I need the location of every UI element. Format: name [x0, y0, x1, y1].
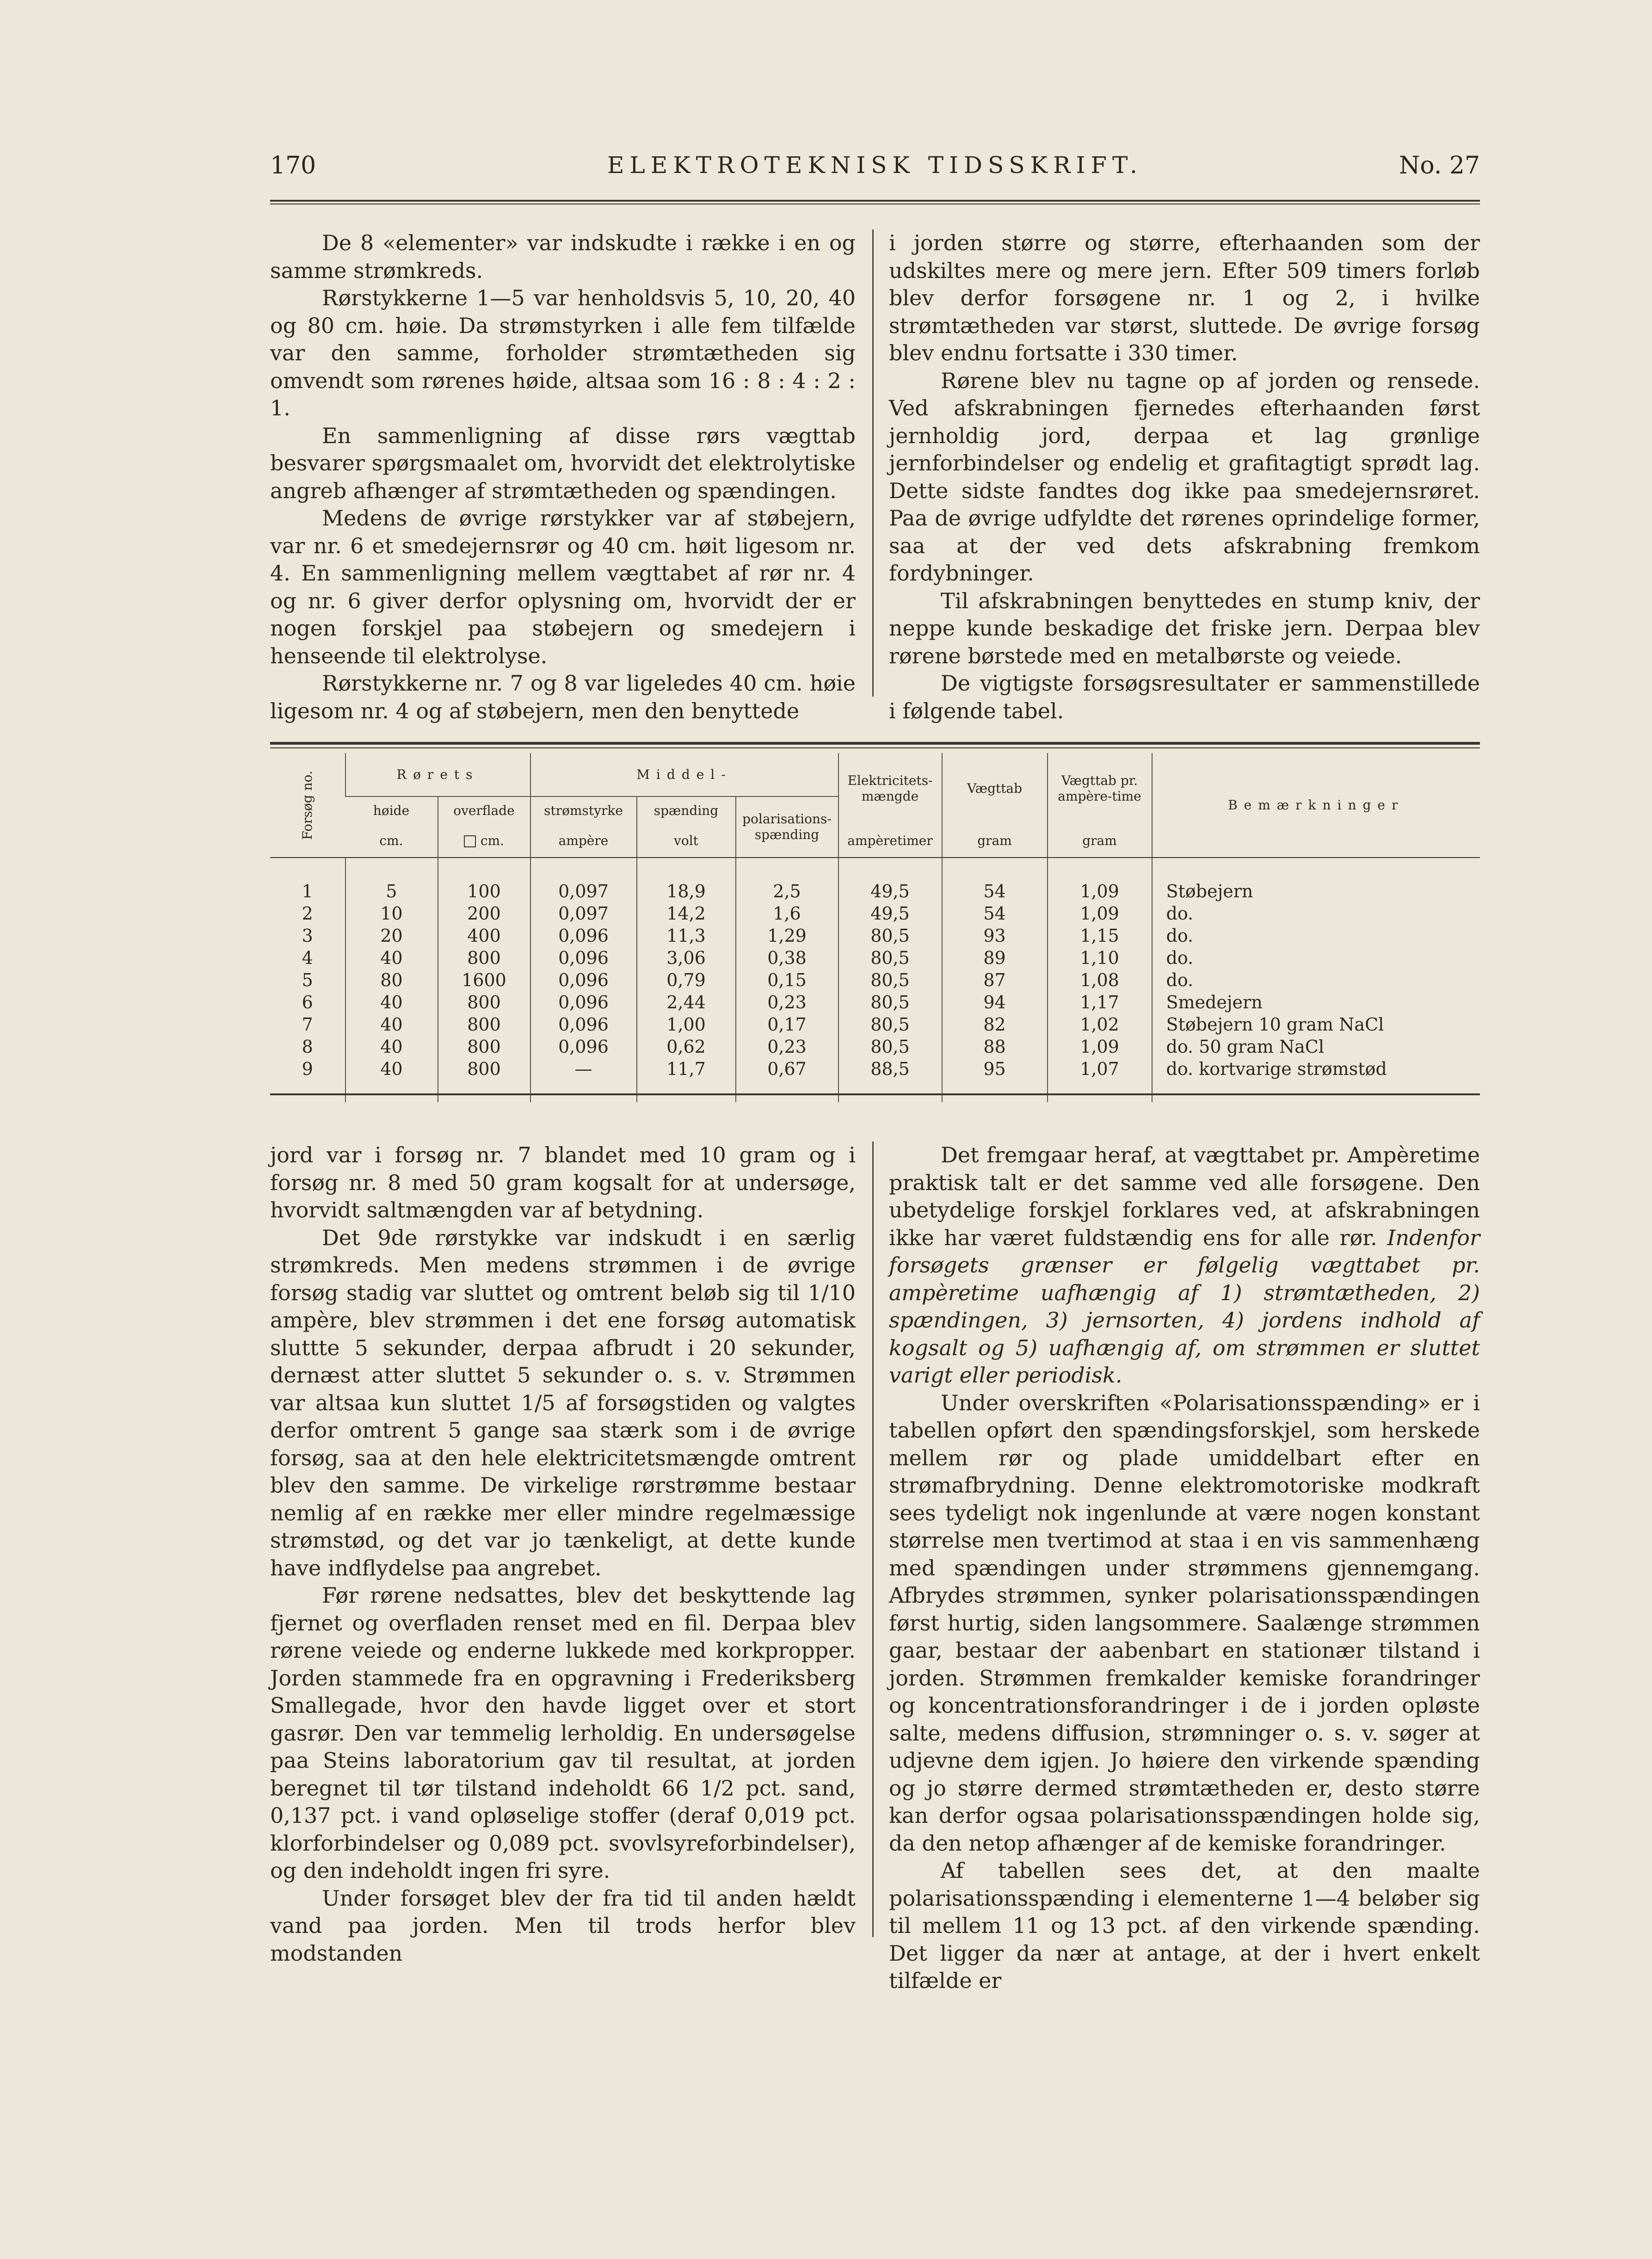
- paragraph: i jorden større og større, efterhaanden som der udskiltes mere og mere jern. Efter 509 timers forløb blev derfor forsøgene nr. 1 og 2, i hvilke strømtætheden var størst, sluttede. De øvrige forsøg blev endnu fortsatte i 330 timer.: [889, 230, 1480, 365]
- paragraph: Medens de øvrige rørstykker var af støbejern, var nr. 6 et smedejernsrør og 40 cm. høit ligesom nr. 4. En sammenligning mellem vægttabet af rør nr. 4 og nr. 6 giver derfor oplysning om, hvorvidt der er nogen forskjel paa støbejern og smedejern i henseende til elektrolyse.: [270, 506, 856, 668]
- remark-cell: Støbejern: [1152, 880, 1480, 902]
- header-stromstyrke: strømstyrke: [530, 796, 637, 824]
- table-cell: 0,097: [530, 880, 637, 902]
- table-cell: 95: [942, 1058, 1048, 1080]
- header-overflade: overflade: [438, 796, 530, 824]
- table-cell: 5: [345, 880, 438, 902]
- results-table: [270, 753, 1480, 1102]
- table-cell: 1,17: [1048, 991, 1152, 1013]
- page-header: [270, 152, 1480, 189]
- table-cell: 0,096: [530, 1036, 637, 1058]
- header-rule: [270, 200, 1480, 202]
- table-cell: 0,096: [530, 969, 637, 991]
- table-cell: 1,02: [1048, 1013, 1152, 1036]
- header-rorets: Rørets: [345, 753, 530, 796]
- table-bottom-rule: [270, 1093, 1480, 1095]
- header-middel: Middel-: [530, 753, 838, 796]
- table-cell: 40: [345, 1013, 438, 1036]
- table-row: [270, 925, 1480, 947]
- table-cell: 800: [438, 1036, 530, 1058]
- table-cell: 80,5: [838, 991, 942, 1013]
- table-cell: 7: [302, 1014, 313, 1035]
- table-cell: 14,2: [637, 902, 736, 925]
- table-cell: 88: [942, 1036, 1048, 1058]
- table-cell: 80,5: [838, 947, 942, 969]
- table-cell: 80,5: [838, 925, 942, 947]
- table-cell: 0,096: [530, 947, 637, 969]
- paragraph: Før rørene nedsattes, blev det beskyttende lag fjernet og overfladen renset med en fil. Derpaa blev rørene veiede og enderne lukkede med korkpropper. Jorden stammede fra en opgravning i Frederiksberg Smallegade, hvor den havde ligget over et stort gasrør. Den var temmelig lerholdig. En undersøgelse paa Steins laboratorium gav til resultat, at jorden beregnet til tør tilstand indeholdt 66 1/2 pct. sand, 0,137 pct. i vand opløselige stoffer (deraf 0,019 pct. klorforbindelser og 0,089 pct. svovlsyreforbindelser), og den indeholdt ingen fri syre.: [270, 1583, 856, 1883]
- table-cell: 800: [438, 1013, 530, 1036]
- table-top-rule: [270, 742, 1480, 745]
- top-left-column: [270, 229, 856, 725]
- table-cell: 3,06: [637, 947, 736, 969]
- header-vaegttab: Vægttab: [942, 753, 1048, 824]
- remark-cell: do. 50 gram NaCl: [1152, 1036, 1480, 1058]
- table-cell: 0,096: [530, 991, 637, 1013]
- paragraph: Under overskriften «Polarisationsspænding» er i tabellen opført den spændingsforskjel, som herskede mellem rør og plade umiddelbart efter en strømafbrydning. Denne elektromotoriske modkraft sees tydeligt nok ingenlunde at være nogen konstant størrelse men tvertimod at staa i en vis sammenhæng med spændingen under strømmens gjennemgang. Afbrydes strømmen, synker polarisationsspændingen først hurtig, siden langsommere. Saalænge strømmen gaar, bestaar der aabenbart en stationær tilstand i jorden. Strømmen fremkalder kemiske forandringer og koncentrationsforandringer i de i jorden opløste salte, medens diffusion, strømninger o. s. v. søger at udjevne dem igjen. Jo høiere den virkende spænding og jo større dermed strømtætheden er, desto større kan derfor ogsaa polarisationsspændingen holde sig, da den netop afhænger af de kemiske forandringer.: [889, 1390, 1480, 1856]
- table-cell: 40: [345, 1036, 438, 1058]
- table-cell: 200: [438, 902, 530, 925]
- table-row: [270, 969, 1480, 991]
- paragraph: Rørstykkerne nr. 7 og 8 var ligeledes 40 cm. høie ligesom nr. 4 og af støbejern, men den benyttede: [270, 671, 856, 723]
- remark-cell: Støbejern 10 gram NaCl: [1152, 1013, 1480, 1036]
- table-cell: 0,38: [736, 947, 838, 969]
- table-cell: 20: [345, 925, 438, 947]
- table-cell: 82: [942, 1013, 1048, 1036]
- table-cell: 49,5: [838, 902, 942, 925]
- table-cell: 11,3: [637, 925, 736, 947]
- table-cell: 11,7: [637, 1058, 736, 1080]
- header-elektricitet: Elektricitets-mængde: [838, 753, 942, 824]
- table-cell: 0,096: [530, 1013, 637, 1036]
- table-cell: 54: [942, 902, 1048, 925]
- paragraph: Af tabellen sees det, at den maalte polarisationsspænding i elementerne 1—4 beløber sig til mellem 11 og 13 pct. af den virkende spænding. Det ligger da nær at antage, at der i hvert enkelt tilfælde er: [889, 1858, 1480, 1993]
- table-row: [270, 902, 1480, 925]
- table-cell: —: [530, 1058, 637, 1080]
- table-cell: 2: [302, 903, 313, 924]
- table-cell: 10: [345, 902, 438, 925]
- table-cell: 1,00: [637, 1013, 736, 1036]
- remark-cell: do. kortvarige strømstød: [1152, 1058, 1480, 1080]
- table-cell: 1: [302, 881, 313, 901]
- header-forsog: Forsøg no.: [270, 753, 345, 858]
- table-cell: 1,09: [1048, 880, 1152, 902]
- issue-number: No. 27: [1399, 152, 1480, 179]
- table-cell: 800: [438, 947, 530, 969]
- table-cell: 2,5: [736, 880, 838, 902]
- table-cell: 5: [302, 969, 313, 990]
- table-row: [270, 1036, 1480, 1058]
- table-cell: 6: [302, 992, 313, 1012]
- table-cell: 0,096: [530, 925, 637, 947]
- column-divider: [872, 229, 874, 697]
- table-cell: 800: [438, 1058, 530, 1080]
- table-cell: 1600: [438, 969, 530, 991]
- top-right-column: [889, 229, 1480, 725]
- table-row: [270, 991, 1480, 1013]
- bottom-left-column: [270, 1142, 856, 1967]
- unit-sqcm: cm.: [438, 824, 530, 858]
- unit-volt: volt: [637, 824, 736, 858]
- table-cell: 0,62: [637, 1036, 736, 1058]
- journal-title: ELEKTROTEKNISK TIDSSKRIFT.: [607, 152, 1143, 179]
- paragraph: Rørene blev nu tagne op af jorden og rensede. Ved afskrabningen fjernedes efterhaanden først jernholdig jord, derpaa et lag grønlige jernforbindelser og endelig et grafitagtigt sprødt lag. Dette sidste fandtes dog ikke paa smedejernsrøret. Paa de øvrige udfyldte det rørenes oprindelige former, saa at der ved dets afskrabning fremkom fordybninger.: [889, 368, 1480, 586]
- paragraph: De 8 «elementer» var indskudte i række i en og samme strømkreds.: [270, 230, 856, 283]
- table-cell: 1,29: [736, 925, 838, 947]
- unit-gram: gram: [1048, 824, 1152, 858]
- table-cell: 1,09: [1048, 902, 1152, 925]
- table-row: [270, 880, 1480, 902]
- table-cell: 0,23: [736, 991, 838, 1013]
- table-cell: 0,67: [736, 1058, 838, 1080]
- table-cell: 1,09: [1048, 1036, 1152, 1058]
- table-cell: 800: [438, 991, 530, 1013]
- table-cell: 0,15: [736, 969, 838, 991]
- remark-cell: do.: [1152, 902, 1480, 925]
- table-cell: 80,5: [838, 1013, 942, 1036]
- table-cell: 1,10: [1048, 947, 1152, 969]
- table-row: [270, 947, 1480, 969]
- table-cell: 49,5: [838, 880, 942, 902]
- table-cell: 2,44: [637, 991, 736, 1013]
- column-divider: [872, 1142, 874, 1937]
- remark-cell: do.: [1152, 969, 1480, 991]
- table-cell: 0,23: [736, 1036, 838, 1058]
- table-cell: 4: [302, 947, 313, 968]
- paragraph: En sammenligning af disse rørs vægttab besvarer spørgsmaalet om, hvorvidt det elektrolytiske angreb afhænger af strømtætheden og spændingen.: [270, 423, 856, 503]
- table-cell: 1,15: [1048, 925, 1152, 947]
- table-cell: 3: [302, 925, 313, 946]
- table-cell: 54: [942, 880, 1048, 902]
- table-cell: 89: [942, 947, 1048, 969]
- table-cell: 40: [345, 991, 438, 1013]
- table-cell: 9: [302, 1058, 313, 1079]
- paragraph: Til afskrabningen benyttedes en stump kniv, der neppe kunde beskadige det friske jern. Derpaa blev rørene børstede med en metalbørste og veiede.: [889, 588, 1480, 668]
- unit-ampere: ampère: [530, 824, 637, 858]
- header-vaegttab-pr: Vægttab pr. ampère-time: [1048, 753, 1152, 824]
- paragraph: Det fremgaar heraf, at vægttabet pr. Ampèretime praktisk talt er det samme ved alle forsøgene. Den ubetydelige forskjel forklares ved, at afskrabningen ikke har været fuldstændig ens for alle rør. Indenfor forsøgets grænser er følgelig vægttabet pr. ampèretime uafhængig af 1) strømtætheden, 2) spændingen, 3) jernsorten, 4) jordens indhold af kogsalt og 5) uafhængig af, om strømmen er sluttet varigt eller periodisk.: [889, 1142, 1480, 1388]
- table-cell: 80: [345, 969, 438, 991]
- unit-cm: cm.: [345, 824, 438, 858]
- paragraph: Det 9de rørstykke var indskudt i en særlig strømkreds. Men medens strømmen i de øvrige forsøg stadig var sluttet og omtrent beløb sig til 1/10 ampère, blev strømmen i det ene forsøg automatisk sluttte 5 sekunder, derpaa afbrudt i 20 sekunder, dernæst atter sluttet 5 sekunder o. s. v. Strømmen var altsaa kun sluttet 1/5 af forsøgstiden og valgtes derfor omtrent 5 gange saa stærk som i de øvrige forsøg, saa at den hele elektricitetsmængde omtrent blev den samme. De virkelige rørstrømme bestaar nemlig af en række mer eller mindre regelmæssige strømstød, og det var jo tænkeligt, at dette kunde have indflydelse paa angrebet.: [270, 1225, 856, 1580]
- paragraph: Under forsøget blev der fra tid til anden hældt vand paa jorden. Men til trods herfor blev modstanden: [270, 1885, 856, 1966]
- table-cell: 94: [942, 991, 1048, 1013]
- unit-amperetimer: ampèretimer: [838, 824, 942, 858]
- table-cell: 0,79: [637, 969, 736, 991]
- table-cell: 8: [302, 1036, 313, 1057]
- table-cell: 0,17: [736, 1013, 838, 1036]
- table-cell: 87: [942, 969, 1048, 991]
- remark-cell: do.: [1152, 947, 1480, 969]
- table-cell: 400: [438, 925, 530, 947]
- table-row: [270, 1013, 1480, 1036]
- table-cell: 1,07: [1048, 1058, 1152, 1080]
- unit-gram: gram: [942, 824, 1048, 858]
- square-icon: [464, 835, 476, 847]
- table-row: [270, 1058, 1480, 1080]
- header-bemaerkninger: Bemærkninger: [1152, 753, 1480, 858]
- table-cell: 93: [942, 925, 1048, 947]
- header-polarisation: polarisations-spænding: [736, 796, 838, 858]
- remark-cell: Smedejern: [1152, 991, 1480, 1013]
- bottom-right-column: [889, 1142, 1480, 1995]
- header-hoide: høide: [373, 802, 410, 818]
- remark-cell: do.: [1152, 925, 1480, 947]
- table-cell: 40: [345, 947, 438, 969]
- paragraph: De vigtigste forsøgsresultater er sammenstillede i følgende tabel.: [889, 671, 1480, 723]
- table-cell: 1,6: [736, 902, 838, 925]
- table-cell: 1,08: [1048, 969, 1152, 991]
- page-number: 170: [270, 152, 316, 179]
- table-cell: 0,097: [530, 902, 637, 925]
- paragraph: Rørstykkerne 1—5 var henholdsvis 5, 10, 20, 40 og 80 cm. høie. Da strømstyrken i alle fem tilfælde var den samme, forholder strømtætheden sig omvendt som rørenes høide, altsaa som 16 : 8 : 4 : 2 : 1.: [270, 285, 856, 420]
- table-cell: 80,5: [838, 1036, 942, 1058]
- table-top-rule-thin: [270, 747, 1480, 748]
- table-cell: 88,5: [838, 1058, 942, 1080]
- table-cell: 100: [438, 880, 530, 902]
- header-spaending: spænding: [637, 796, 736, 824]
- table-cell: 80,5: [838, 969, 942, 991]
- table-cell: 18,9: [637, 880, 736, 902]
- paragraph: jord var i forsøg nr. 7 blandet med 10 gram og i forsøg nr. 8 med 50 gram kogsalt for at undersøge, hvorvidt saltmængden var af betydning.: [270, 1142, 856, 1222]
- table-cell: 40: [345, 1058, 438, 1080]
